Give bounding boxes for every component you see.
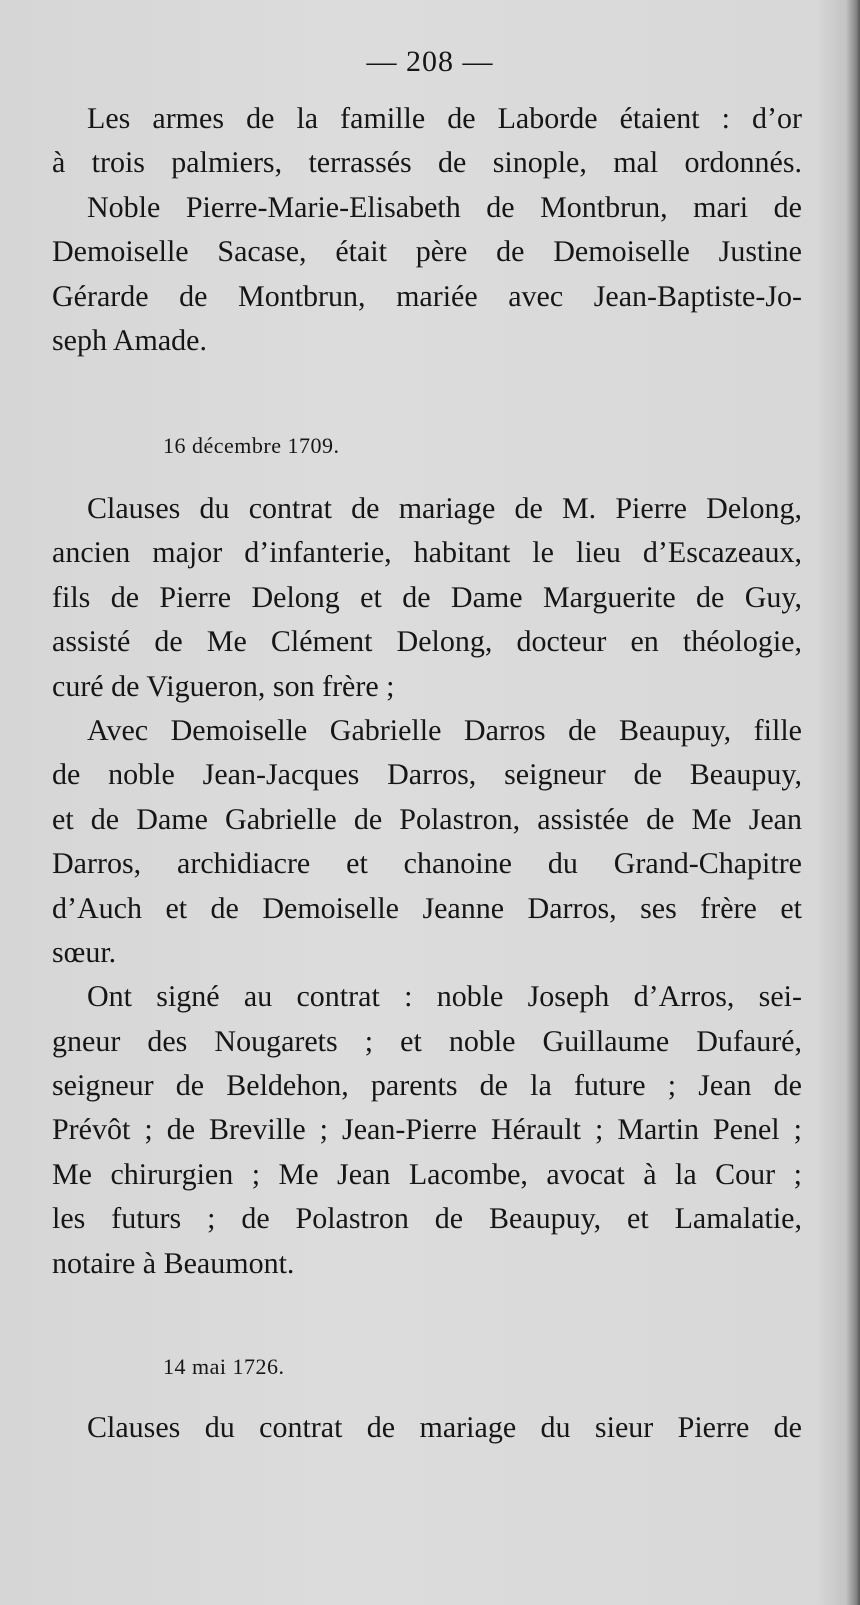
text-line: seph Amade. — [52, 323, 207, 357]
text-line: Ont signé au contrat : noble Joseph d’Arros, sei- — [87, 980, 802, 1014]
text-line: fils de Pierre Delong et de Dame Marguerite de Guy, — [52, 580, 802, 614]
text-line: gneur des Nougarets ; et noble Guillaume Dufauré, — [52, 1024, 802, 1058]
text-line: et de Dame Gabrielle de Polastron, assistée de Me Jean — [52, 802, 802, 836]
text-line: Avec Demoiselle Gabrielle Darros de Beaupuy, fille — [87, 713, 802, 747]
page-number: — 208 — — [366, 45, 494, 78]
text-line: Clauses du contrat de mariage de M. Pierre Delong, — [87, 492, 802, 525]
entry-date: 16 décembre 1709. — [163, 433, 340, 458]
text-line: Prévôt ; de Breville ; Jean-Pierre Hérault ; Martin Penel ; — [52, 1113, 802, 1147]
page-edge-shadow — [846, 0, 860, 1605]
text-line: Darros, archidiacre et chanoine du Grand-Chapitre — [52, 847, 802, 881]
text-line: à trois palmiers, terrassés de sinople, mal ordonnés. — [52, 146, 802, 180]
paragraph-contract-pierre — [52, 1406, 802, 1450]
text-line: ancien major d’infanterie, habitant le lieu d’Escazeaux, — [52, 536, 802, 570]
text-line: seigneur de Beldehon, parents de la future ; Jean de — [52, 1069, 802, 1103]
entry-date: 14 mai 1726. — [163, 1354, 285, 1379]
text-line: Me chirurgien ; Me Jean Lacombe, avocat à la Cour ; — [52, 1157, 802, 1191]
text-line: Noble Pierre-Marie-Elisabeth de Montbrun, mari de — [87, 190, 802, 224]
text-line: sœur. — [52, 935, 117, 969]
text-line: Clauses du contrat de mariage du sieur Pierre de — [87, 1411, 802, 1444]
paragraph-contract-delong — [52, 487, 802, 1286]
text-line: notaire à Beaumont. — [52, 1246, 295, 1280]
text-line: d’Auch et de Demoiselle Jeanne Darros, ses frère et — [52, 891, 802, 925]
text-line: assisté de Me Clément Delong, docteur en théologie, — [52, 625, 802, 659]
text-line: les futurs ; de Polastron de Beaupuy, et Lamalatie, — [52, 1202, 802, 1236]
text-line: Gérarde de Montbrun, mariée avec Jean-Baptiste-Jo- — [52, 279, 802, 313]
paragraph-arms — [52, 97, 802, 363]
text-line: de noble Jean-Jacques Darros, seigneur de Beaupuy, — [52, 758, 802, 792]
text-line: curé de Vigueron, son frère ; — [52, 669, 395, 703]
text-line: Les armes de la famille de Laborde étaient : d’or — [87, 102, 802, 135]
text-line: Demoiselle Sacase, était père de Demoiselle Justine — [52, 235, 802, 269]
